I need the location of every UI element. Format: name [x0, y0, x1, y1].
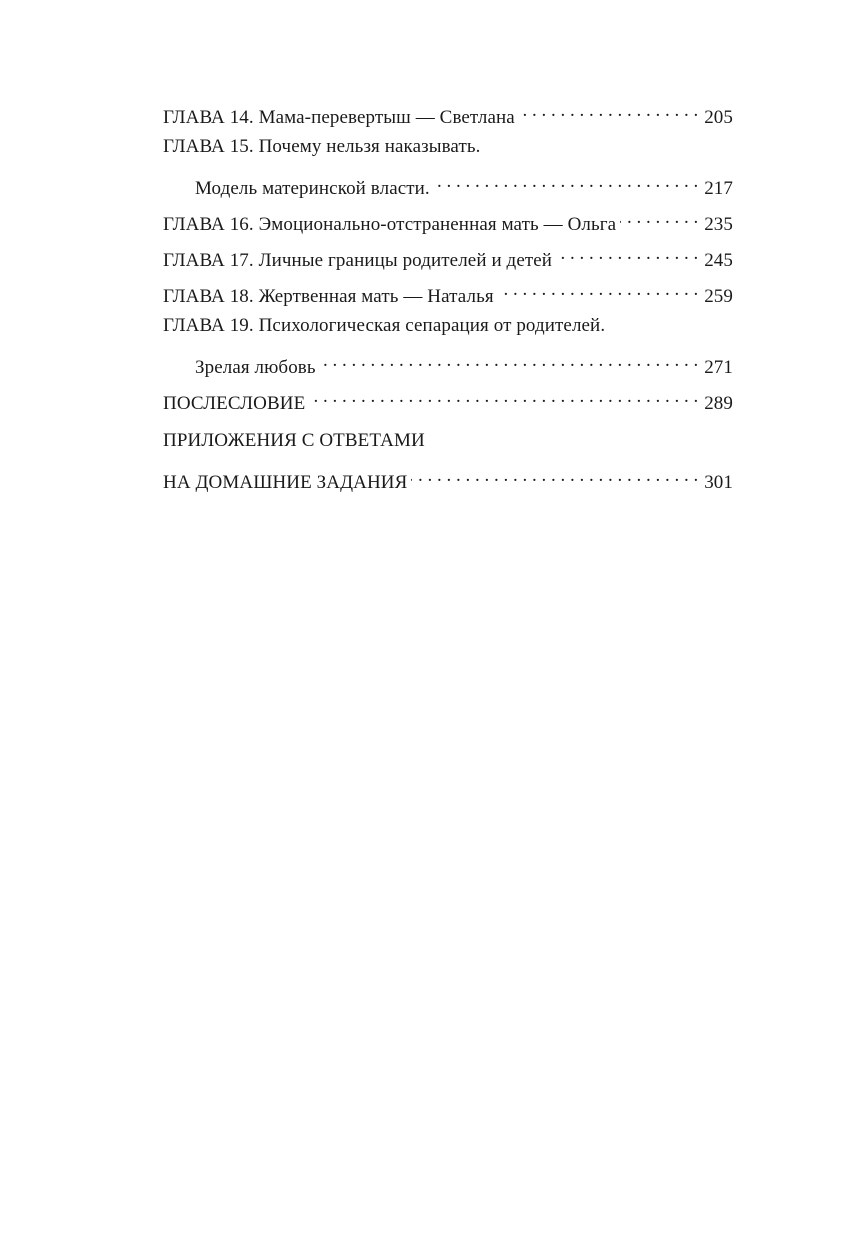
- toc-page-number: 205: [704, 107, 733, 128]
- toc-entry-chapter-18: [163, 277, 733, 307]
- dot-leader: [309, 384, 698, 409]
- toc-line: [163, 313, 733, 338]
- toc-entry-title-continued: Модель материнской власти.: [195, 178, 430, 199]
- toc-entry-title: ГЛАВА 16. Эмоционально-отстраненная мать — Ольга: [163, 214, 617, 235]
- toc-page-number: 235: [704, 214, 733, 235]
- toc-line: [163, 348, 733, 378]
- toc-line: [163, 277, 733, 307]
- toc-line: [163, 169, 733, 199]
- dot-leader: [411, 463, 698, 488]
- dot-leader: [620, 205, 698, 230]
- toc-entry-title: ГЛАВА 14. Мама-перевертыш — Светлана: [163, 107, 515, 128]
- toc-entry-afterword: [163, 384, 733, 414]
- toc-entry-title-continued: НА ДОМАШНИЕ ЗАДАНИЯ: [163, 472, 408, 493]
- toc-entry-chapter-19: [163, 313, 733, 378]
- toc-page-number: 301: [704, 472, 733, 493]
- toc-page-number: 245: [704, 250, 733, 271]
- toc-page-number: 289: [704, 393, 733, 414]
- toc-line: [163, 98, 733, 128]
- toc-entry-title: ГЛАВА 17. Личные границы родителей и детей: [163, 250, 553, 271]
- dot-leader: [556, 241, 698, 266]
- toc-entry-title: ГЛАВА 18. Жертвенная мать — Наталья: [163, 286, 494, 307]
- toc-line: [163, 241, 733, 271]
- toc-page-number: 217: [704, 178, 733, 199]
- dot-leader: [519, 98, 698, 123]
- toc-line: [163, 205, 733, 235]
- dot-leader: [498, 277, 698, 302]
- toc-entry-chapter-17: [163, 241, 733, 271]
- toc-page-number: 271: [704, 357, 733, 378]
- toc-entry-chapter-15: [163, 134, 733, 199]
- toc-line: [163, 384, 733, 414]
- toc-entry-chapter-14: [163, 98, 733, 128]
- dot-leader: [320, 348, 699, 373]
- toc-entry-title: ГЛАВА 15. Почему нельзя наказывать.: [163, 136, 481, 157]
- toc-entry-title: ПРИЛОЖЕНИЯ С ОТВЕТАМИ: [163, 430, 425, 451]
- toc-entry-title: ПОСЛЕСЛОВИЕ: [163, 393, 306, 414]
- toc-entry-title: ГЛАВА 19. Психологическая сепарация от родителей.: [163, 315, 606, 336]
- toc-entry-appendices: [163, 428, 733, 493]
- toc-line: [163, 134, 733, 159]
- toc-line: [163, 463, 733, 493]
- toc-entry-chapter-16: [163, 205, 733, 235]
- dot-leader: [434, 169, 698, 194]
- table-of-contents: [163, 98, 733, 499]
- toc-entry-title-continued: Зрелая любовь: [195, 357, 316, 378]
- toc-page-number: 259: [704, 286, 733, 307]
- toc-line: [163, 428, 733, 453]
